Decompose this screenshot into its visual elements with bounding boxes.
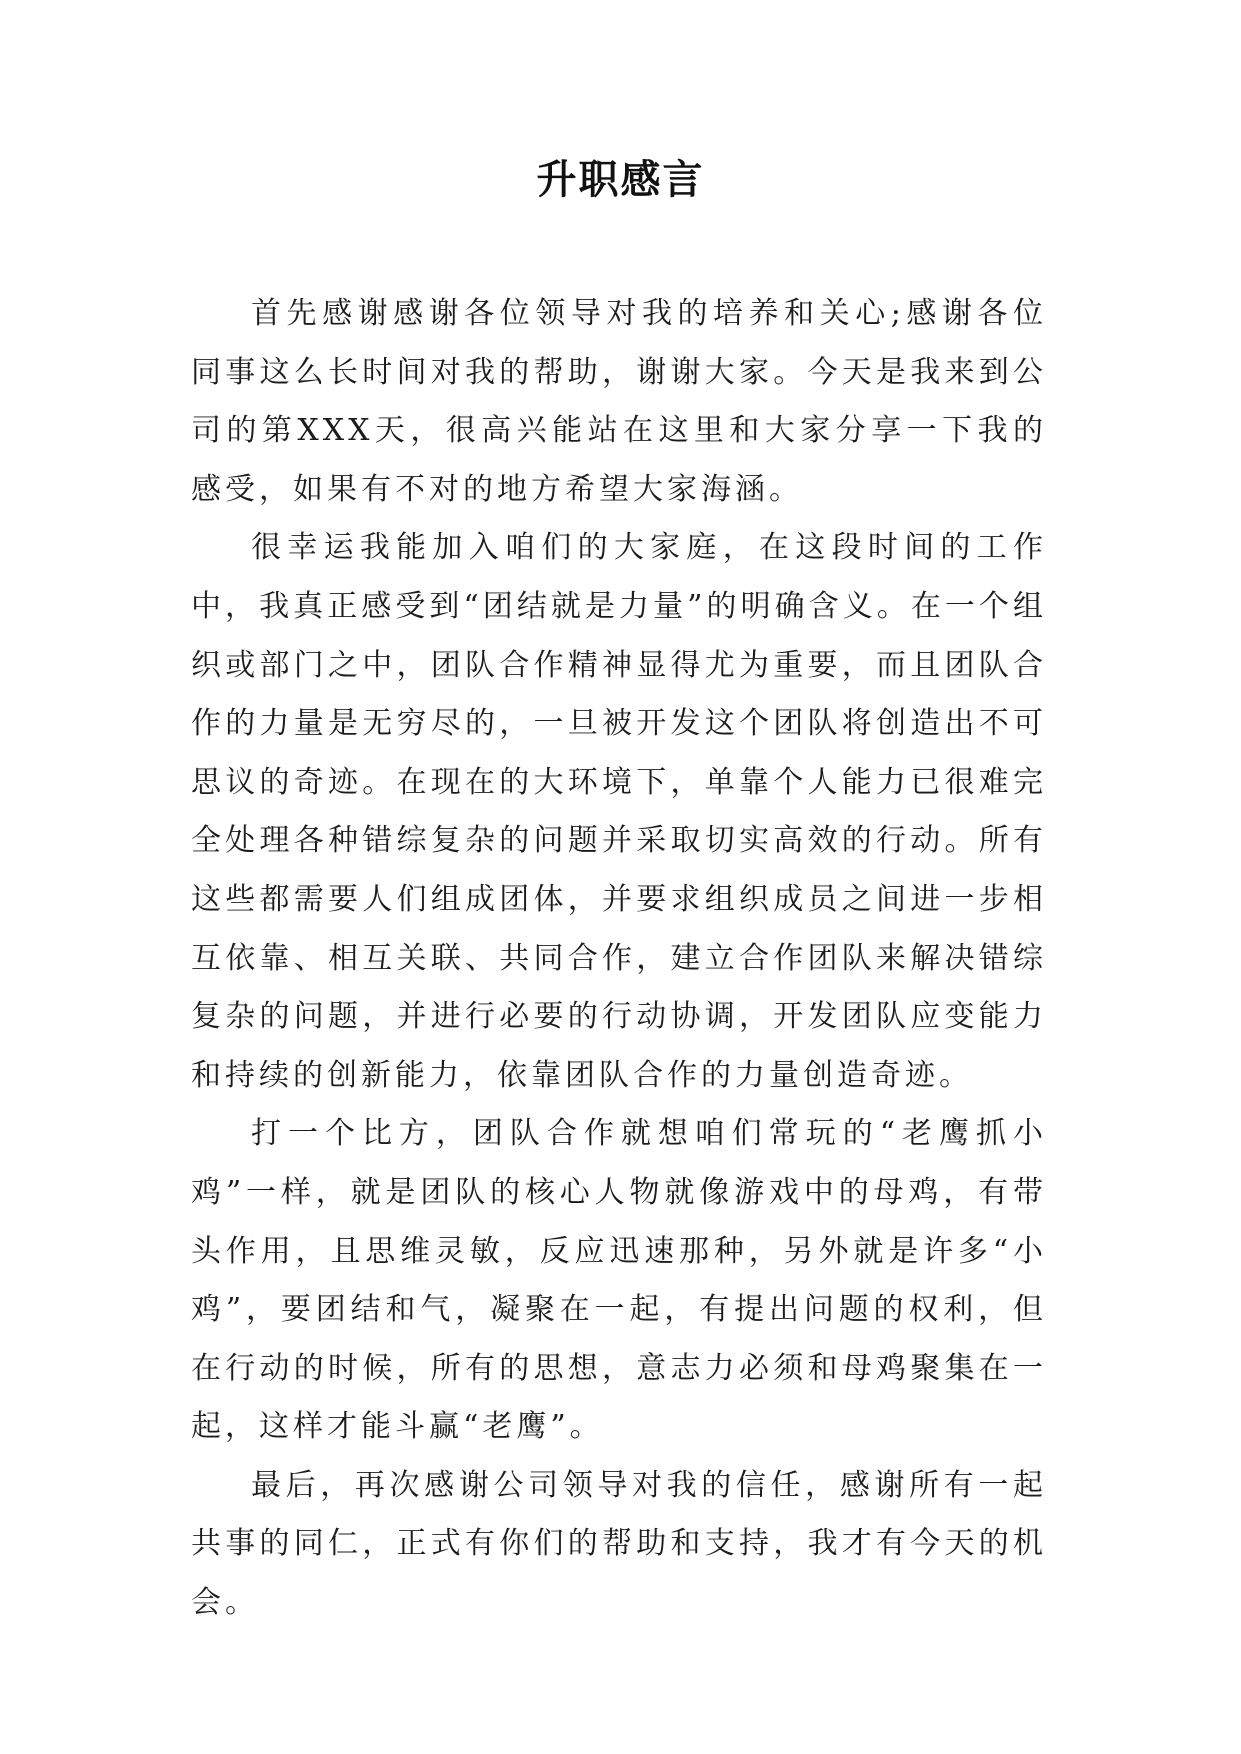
document-body <box>191 285 1047 1633</box>
paragraph-4: 最后，再次感谢公司领导对我的信任，感谢所有一起共事的同仁，正式有你们的帮助和支持，我才有今天的机会。 <box>191 1467 1047 1621</box>
document-title: 升职感言 <box>536 157 705 203</box>
paragraph-3: 打一个比方，团队合作就想咱们常玩的“老鹰抓小鸡”一样，就是团队的核心人物就像游戏中的母鸡，有带头作用，且思维灵敏，反应迅速那种，另外就是许多“小鸡”，要团结和气，凝聚在一起，有提出问题的权利，但在行动的时候，所有的思想，意志力必须和母鸡聚集在一起，这样才能斗赢“老鹰”。 <box>191 1116 1047 1445</box>
paragraph-1: 首先感谢感谢各位领导对我的培养和关心;感谢各位同事这么长时间对我的帮助，谢谢大家。今天是我来到公司的第XXX天，很高兴能站在这里和大家分享一下我的感受，如果有不对的地方希望大家海涵。 <box>191 296 1047 507</box>
paragraph-2: 很幸运我能加入咱们的大家庭，在这段时间的工作中，我真正感受到“团结就是力量”的明确含义。在一个组织或部门之中，团队合作精神显得尤为重要，而且团队合作的力量是无穷尽的，一旦被开发这个团队将创造出不可思议的奇迹。在现在的大环境下，单靠个人能力已很难完全处理各种错综复杂的问题并采取切实高效的行动。所有这些都需要人们组成团体，并要求组织成员之间进一步相互依靠、相互关联、共同合作，建立合作团队来解决错综复杂的问题，并进行必要的行动协调，开发团队应变能力和持续的创新能力，依靠团队合作的力量创造奇迹。 <box>191 530 1047 1093</box>
